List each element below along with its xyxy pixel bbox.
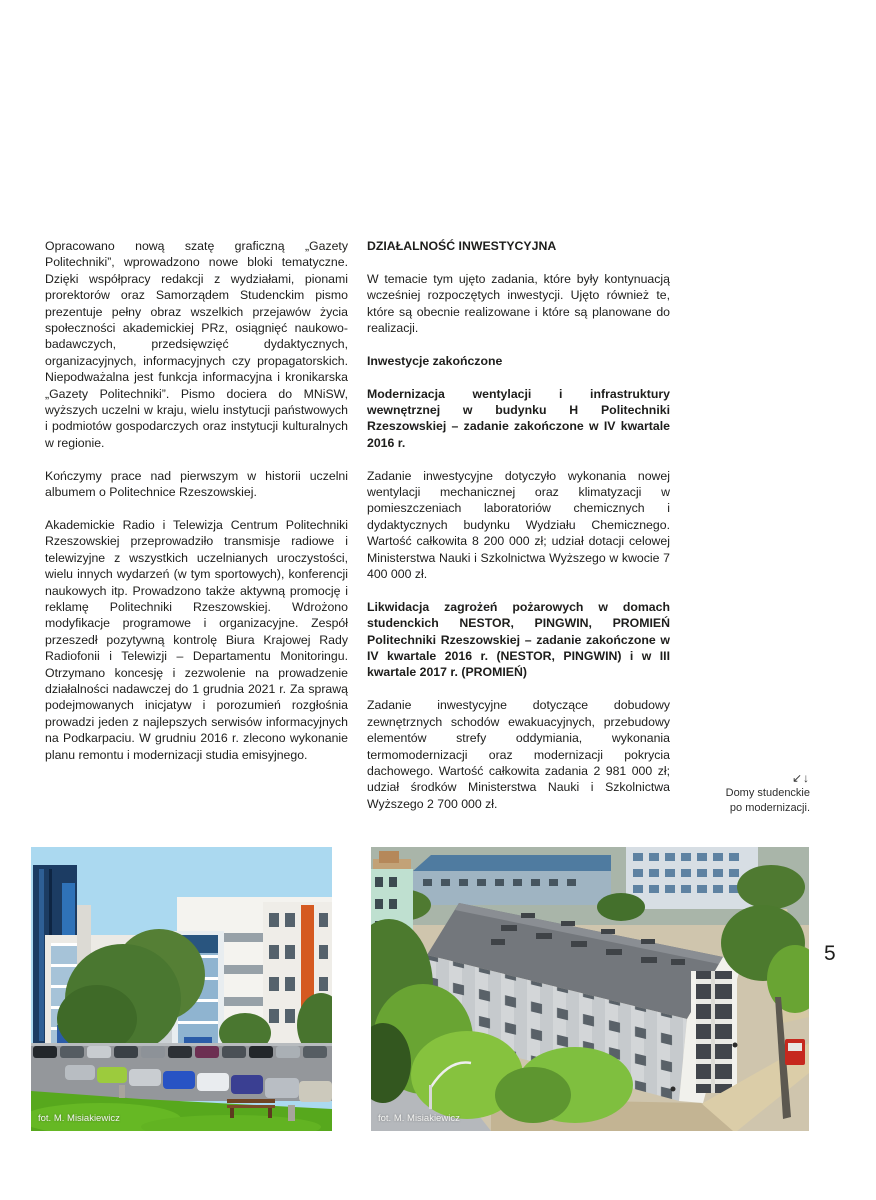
page-number: 5 <box>824 942 836 965</box>
left-text-column <box>45 238 348 779</box>
section-intro: W temacie tym ujęto zadania, które były kontynuacją wcześniej rozpoczętych inwestycji. Ujęto również te, które są obecnie realizowane i które są planowane do realizacji. <box>367 271 670 336</box>
paragraph-radio-tv: Akademickie Radio i Telewizja Centrum Politechniki Rzeszowskiej przeprowadziło transmisje radiowe i telewizyjne z wszystkich uczelnianych uroczystości, wielu innych wydarzeń (w tym sportowych), konferencji naukowych itp. Prowadzono także aktywną promocję i reklamę Politechniki Rzeszowskiej. Wdrożono modyfikacje programowe i organizacyjne. Zespół przeszedł pozytywną kontrolę Biura Krajowej Rady Radiofonii i Telewizji – Departamentu Monitoringu. Otrzymano koncesję i zezwolenie na prowadzenie działalności nadawczej do 1 grudnia 2021 r. Za sprawą podejmowanych inicjatyw i porozumień rozgłośnia prowadzi jeden z najlepszych serwisów informacyjnych na Podkarpaciu. W grudniu 2016 r. zlecono wykonanie planu remontu i modernizacji studia emisyjnego. <box>45 517 348 762</box>
photo-dormitory-parking <box>31 847 332 1131</box>
paragraph-gazeta: Opracowano nową szatę graficzną „Gazety Politechniki”, wprowadzono nowe bloki tematyczne. Dzięki współpracy redakcji z wydziałami, pionami prorektorów oraz Samorządem Studenckim pismo prezentuje pełny obraz wszelkich przejawów życia społeczności akademickiej PRz, osiągnięć naukowo-badawczych, przedsięwzięć dydaktycznych, organizacyjnych, informacyjnych czy propagatorskich. Niepodważalna jest funkcja informacyjna i kronikarska „Gazety Politechniki”. Pismo dociera do MNiSW, wyższych uczelni w kraju, wielu instytucji państwowych i podmiotów gospodarczych oraz instytucji kulturalnych w regionie. <box>45 239 348 450</box>
photo-credit-left: fot. M. Misiakiewicz <box>38 1113 120 1124</box>
side-caption-line1: Domy studenckie <box>725 787 810 799</box>
paragraph-album: Kończymy prace nad pierwszym w historii uczelni albumem o Politechnice Rzeszowskiej. <box>45 468 348 500</box>
pointer-arrows-icon: ↙↓ <box>791 771 810 785</box>
photo-dormitory-aerial <box>371 847 809 1131</box>
investment-2-body: Zadanie inwestycyjne dotyczące dobudowy zewnętrznych schodów ewakuacyjnych, przebudowy elementów strefy oddymiania, wykonania termomodernizacji oraz modernizacji pokrycia dachowego. Wartość całkowita zadania 2 981 000 zł; udział środków Ministerstwa Nauki i Szkolnictwa Wyższego 2 700 000 zł. <box>367 698 670 811</box>
section-heading: DZIAŁALNOŚĆ INWESTYCYJNA <box>367 239 557 253</box>
investment-1-body: Zadanie inwestycyjne dotyczyło wykonania nowej wentylacji mechanicznej oraz klimatyzacji w pomieszczeniach laboratoriów chemicznych i dydaktycznych budynku Wydziału Chemicznego. Wartość całkowita 8 200 000 zł; udział dotacji celowej Ministerstwa Nauki i Szkolnictwa Wyższego w kwocie 7 400 000 zł. <box>367 468 670 582</box>
side-caption-line2: po modernizacji. <box>729 802 810 814</box>
dormitory-parking-image <box>31 847 332 1131</box>
investment-2-title: Likwidacja zagrożeń pożarowych w domach studenckich NESTOR, PINGWIN, PROMIEŃ Politechniki Rzeszowskiej – zadanie zakończone w IV kwartale 2016 r. (NESTOR, PINGWIN) i w III kwartale 2017 r. (PROMIEŃ) <box>367 599 670 680</box>
photo-credit-right: fot. M. Misiakiewicz <box>378 1113 460 1124</box>
investment-1-title: Modernizacja wentylacji i infrastruktury wewnętrznej w budynku H Politechniki Rzeszowskiej – zadanie zakończone w IV kwartale 2016 r. <box>367 386 670 450</box>
dormitory-aerial-image <box>371 847 809 1131</box>
subsection-heading: Inwestycje zakończone <box>367 353 503 368</box>
photo-side-caption <box>670 771 810 816</box>
right-text-column <box>367 238 670 829</box>
